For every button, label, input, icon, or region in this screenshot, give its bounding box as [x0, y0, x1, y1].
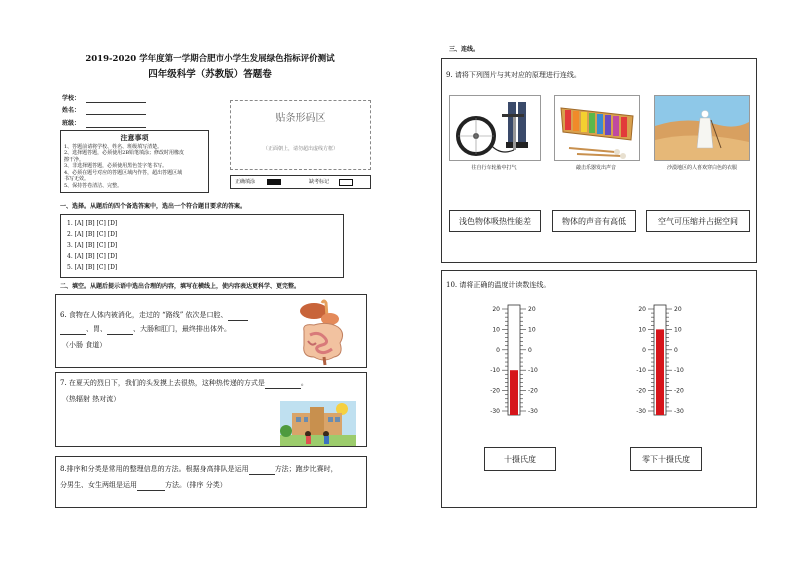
- absent-mark[interactable]: [339, 179, 353, 186]
- absent-label: 缺考标记: [309, 179, 330, 185]
- tick-label-left: 10: [638, 326, 646, 334]
- tick-label-right: -20: [528, 387, 538, 395]
- barcode-area: [230, 100, 371, 170]
- q6-box: [55, 294, 367, 368]
- q6-blank-1[interactable]: [228, 313, 248, 321]
- q8-blank-1[interactable]: [249, 467, 275, 475]
- choice-row[interactable]: 5. [A] [B] [C] [D]: [67, 264, 118, 271]
- q8-box: [55, 456, 367, 508]
- q6-blank-3[interactable]: [107, 327, 133, 335]
- bicycle-pump-image: [449, 95, 541, 161]
- tick-label-left: 20: [638, 306, 646, 313]
- q8-text-d: 方法。（排序 分类）: [165, 481, 227, 489]
- notice-item: 1、答题前请将学校、姓名、班级填写清楚。: [64, 143, 163, 150]
- option-sound-pitch[interactable]: 物体的声音有高低: [552, 210, 636, 232]
- tick-label-right: 20: [674, 306, 682, 313]
- tick-label-right: -10: [674, 367, 684, 375]
- tick-label-left: -30: [636, 408, 646, 415]
- section2-title: 二、填空。从题后提示语中选出合理的内容，填写在横线上，使内容表达更科学、更完整。: [60, 283, 301, 290]
- notice-box: [60, 130, 209, 193]
- option-air-compressible[interactable]: 空气可压缩并占据空间: [646, 210, 750, 232]
- tick-label-left: -10: [490, 367, 500, 375]
- tick-label-right: 10: [528, 326, 536, 334]
- choice-row[interactable]: 1. [A] [B] [C] [D]: [67, 220, 118, 227]
- q7-box: [55, 372, 367, 447]
- q9-box: [441, 58, 757, 263]
- q8-text-b: 方法；跑步比赛时，: [274, 465, 338, 473]
- q6-blank-2[interactable]: [60, 327, 86, 335]
- tick-label-left: -20: [636, 387, 646, 395]
- desert-person-image: [654, 95, 750, 161]
- choice-row[interactable]: 3. [A] [B] [C] [D]: [67, 242, 118, 249]
- q6-text-a: 6. 食物在人体内被消化，走过的 “路线” 依次是口腔、: [60, 311, 228, 319]
- tick-label-right: 0: [528, 346, 532, 354]
- tick-label-left: -20: [490, 387, 500, 395]
- notice-item: 2、选择题答题，必须使用2B铅笔填涂；修改时用橡皮: [64, 150, 185, 157]
- notice-item: 书写无效。: [64, 176, 90, 183]
- xylophone-image: [554, 95, 640, 161]
- thermometer-mercury: [656, 329, 664, 415]
- tick-label-left: 0: [496, 346, 500, 354]
- choice-row[interactable]: 2. [A] [B] [C] [D]: [67, 231, 118, 238]
- class-label: 班级：: [62, 120, 81, 127]
- exam-title-line2: 四年级科学（苏教版）答题卷: [148, 69, 272, 80]
- tick-label-right: -30: [528, 408, 538, 415]
- choice-row[interactable]: 4. [A] [B] [C] [D]: [67, 253, 118, 260]
- barcode-title: 贴条形码区: [275, 113, 326, 124]
- caption-desert-person: 沙漠地区的人喜欢穿白色的衣服: [666, 165, 737, 171]
- option-ten-celsius[interactable]: 十摄氏度: [484, 447, 556, 471]
- name-field[interactable]: [86, 107, 146, 115]
- correct-fill-mark: [267, 179, 281, 185]
- tick-label-left: -10: [636, 367, 646, 375]
- school-label: 学校：: [62, 95, 81, 102]
- q7-text: 7. 在夏天的烈日下，我们的头发摸上去很热，这种热传递的方式是: [60, 379, 265, 387]
- q7-hint: （热辐射 热对流）: [62, 395, 121, 403]
- tick-label-right: -20: [674, 387, 684, 395]
- tick-label-left: 20: [492, 306, 500, 313]
- digestive-system-image: [294, 297, 352, 367]
- notice-item: 5、保持答卷清洁、完整。: [64, 182, 123, 189]
- tick-label-right: -10: [528, 367, 538, 375]
- notice-item: 4、必须在题号对应的答题区域内作答，超出答题区域: [64, 169, 183, 176]
- class-field[interactable]: [86, 120, 146, 128]
- exam-title-line1: 2019-2020 学年度第一学期合肥市小学生发展绿色指标评价测试: [85, 54, 335, 64]
- fill-example: [230, 175, 371, 189]
- section3-title: 三、连线。: [449, 46, 480, 53]
- tick-label-left: -30: [490, 408, 500, 415]
- q8-text-a: 8.排序和分类是常用的整理信息的方法。根据身高排队是运用: [60, 465, 249, 473]
- tick-label-right: -30: [674, 408, 684, 415]
- notice-item: 3、非选择题答题，必须使用黑色签字笔书写。: [64, 163, 168, 170]
- q8-text-c: 分男生、女生两组是运用: [60, 481, 137, 489]
- q6-text-c: 、大肠和肛门，最终排出体外。: [133, 325, 231, 333]
- tick-label-left: 10: [492, 326, 500, 334]
- thermometer-mercury: [510, 370, 518, 415]
- q8-blank-2[interactable]: [137, 483, 165, 491]
- section1-title: 一、选择。从题后的四个备选答案中，选出一个符合题目要求的答案。: [60, 203, 247, 210]
- thermometers: [442, 301, 758, 421]
- tick-label-right: 20: [528, 306, 536, 313]
- tick-label-right: 0: [674, 346, 678, 354]
- barcode-subtitle: （正面朝上，请勿超出虚线方框）: [262, 146, 338, 152]
- q9-prompt: 9. 请将下列图片与其对应的原理进行连线。: [446, 71, 581, 79]
- choice-answer-box: [60, 214, 344, 278]
- q6-hint: （小肠 食道）: [62, 341, 107, 349]
- caption-bicycle-pump: 往自行车轮胎中打气: [471, 165, 517, 171]
- option-minus-ten-celsius[interactable]: 零下十摄氏度: [630, 447, 702, 471]
- option-light-color-absorbs-poorly[interactable]: 浅色物体吸热性能差: [449, 210, 541, 232]
- q10-prompt: 10. 请将正确的温度计读数连线。: [446, 281, 551, 289]
- name-label: 姓名：: [62, 107, 81, 114]
- tick-label-left: 0: [642, 346, 646, 354]
- caption-xylophone: 敲击乐器发出声音: [575, 165, 616, 171]
- notice-item: 擦干净。: [64, 156, 85, 163]
- notice-title: 注意事项: [120, 133, 149, 142]
- q10-box: [441, 270, 757, 508]
- q6-text-b: 、胃、: [86, 325, 107, 333]
- correct-fill-label: 正确填涂: [235, 179, 256, 185]
- tick-label-right: 10: [674, 326, 682, 334]
- q7-blank[interactable]: [265, 381, 301, 389]
- sunny-school-image: [280, 401, 356, 446]
- school-field[interactable]: [86, 95, 146, 103]
- q7-period: 。: [300, 379, 308, 387]
